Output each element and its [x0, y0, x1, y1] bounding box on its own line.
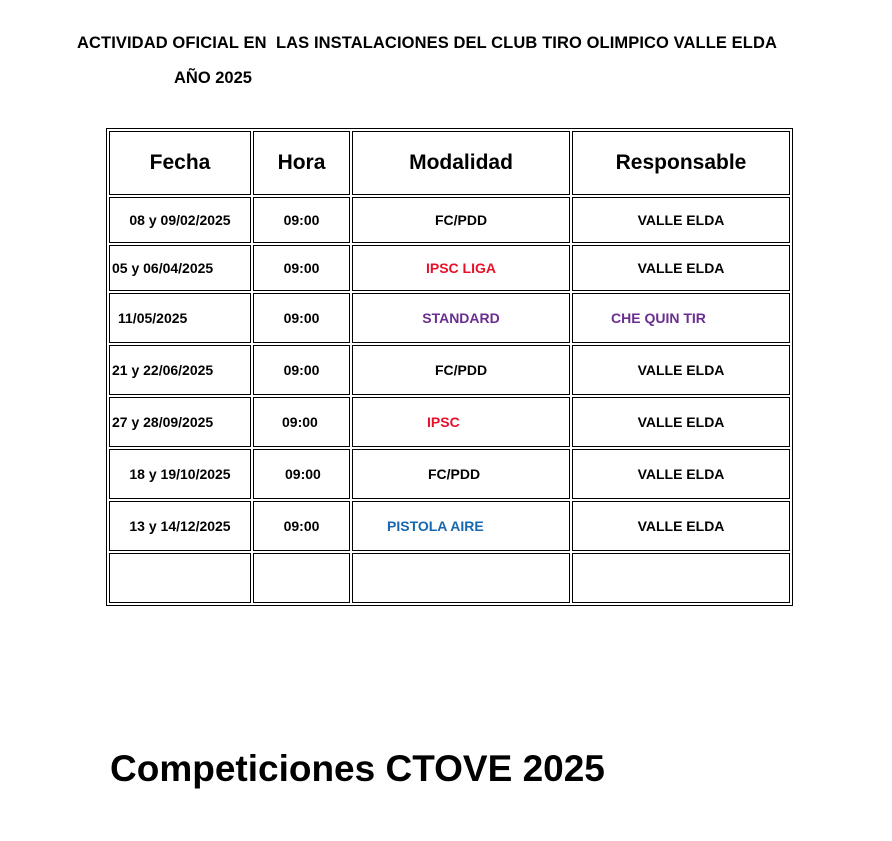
- cell-responsable: VALLE ELDA: [572, 449, 790, 499]
- schedule-table: [106, 128, 793, 606]
- cell-modalidad: FC/PDD: [352, 345, 570, 395]
- table-header-row: [109, 131, 790, 195]
- cell-hora: 09:00: [253, 449, 350, 499]
- cell-empty: [572, 553, 790, 603]
- cell-modalidad: IPSC LIGA: [352, 245, 570, 291]
- table-row: [109, 397, 790, 447]
- table-row: [109, 245, 790, 291]
- cell-fecha: 05 y 06/04/2025: [109, 245, 251, 291]
- footer-heading: Competiciones CTOVE 2025: [110, 748, 605, 789]
- cell-fecha: 08 y 09/02/2025: [109, 197, 251, 243]
- cell-modalidad: FC/PDD: [352, 449, 570, 499]
- document-title: ACTIVIDAD OFICIAL EN LAS INSTALACIONES DEL CLUB TIRO OLIMPICO VALLE ELDA: [77, 34, 778, 52]
- cell-hora: 09:00: [253, 293, 350, 343]
- cell-fecha: 27 y 28/09/2025: [109, 397, 251, 447]
- cell-empty: [352, 553, 570, 603]
- cell-responsable: CHE QUIN TIR: [572, 293, 790, 343]
- cell-empty: [253, 553, 350, 603]
- column-header-fecha: Fecha: [109, 131, 251, 195]
- cell-empty: [109, 553, 251, 603]
- table-row-empty: [109, 553, 790, 603]
- cell-modalidad: PISTOLA AIRE: [352, 501, 570, 551]
- cell-modalidad: IPSC: [352, 397, 570, 447]
- cell-fecha: 11/05/2025: [109, 293, 251, 343]
- cell-hora: 09:00: [253, 397, 350, 447]
- table-row: [109, 501, 790, 551]
- column-header-responsable: Responsable: [572, 131, 790, 195]
- cell-responsable: VALLE ELDA: [572, 501, 790, 551]
- cell-hora: 09:00: [253, 245, 350, 291]
- column-header-hora: Hora: [253, 131, 350, 195]
- cell-hora: 09:00: [253, 197, 350, 243]
- cell-responsable: VALLE ELDA: [572, 397, 790, 447]
- table-row: [109, 293, 790, 343]
- cell-responsable: VALLE ELDA: [572, 197, 790, 243]
- document-year: AÑO 2025: [174, 69, 252, 87]
- table-row: [109, 449, 790, 499]
- cell-fecha: 21 y 22/06/2025: [109, 345, 251, 395]
- column-header-modalidad: Modalidad: [352, 131, 570, 195]
- cell-hora: 09:00: [253, 345, 350, 395]
- table-row: [109, 345, 790, 395]
- cell-modalidad: STANDARD: [352, 293, 570, 343]
- cell-modalidad: FC/PDD: [352, 197, 570, 243]
- cell-fecha: 13 y 14/12/2025: [109, 501, 251, 551]
- cell-responsable: VALLE ELDA: [572, 245, 790, 291]
- table-row: [109, 197, 790, 243]
- cell-fecha: 18 y 19/10/2025: [109, 449, 251, 499]
- cell-hora: 09:00: [253, 501, 350, 551]
- cell-responsable: VALLE ELDA: [572, 345, 790, 395]
